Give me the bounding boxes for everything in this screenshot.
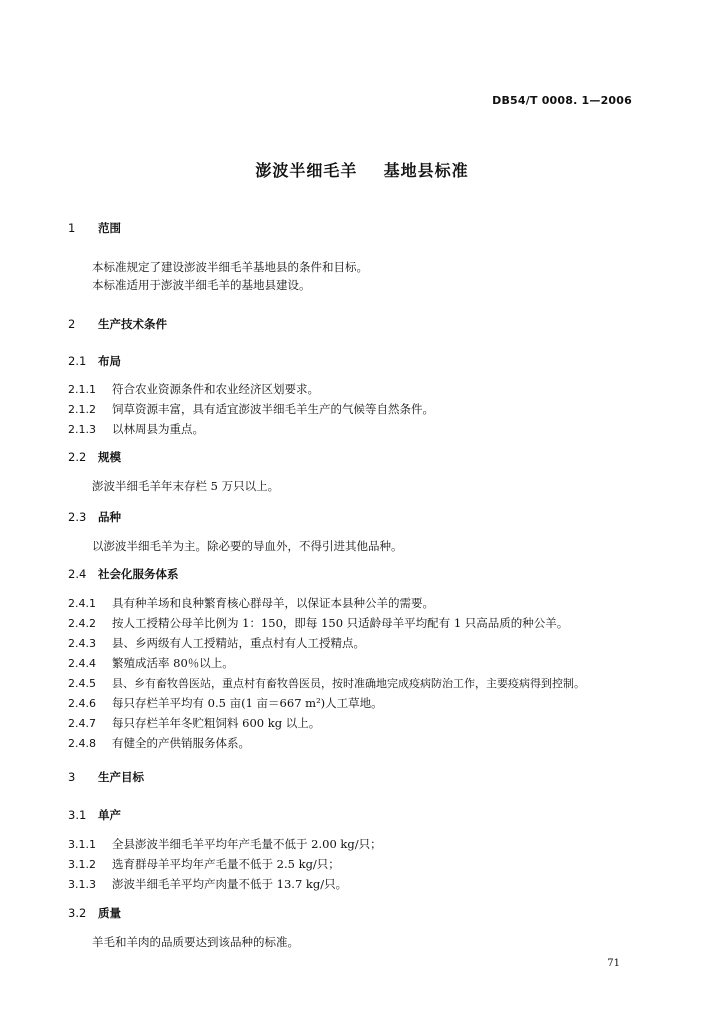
clause-text: 县、乡两级有人工授精站，重点村有人工授精点。 — [112, 636, 365, 650]
clause-text: 选育群母羊平均年产毛量不低于 2.5 kg/只； — [112, 857, 340, 871]
clause-item — [68, 381, 319, 397]
clause-text: 有健全的产供销服务体系。 — [112, 736, 250, 750]
section-heading-3-1 — [68, 807, 121, 823]
section-heading-2 — [68, 316, 167, 332]
clause-text: 饲草资源丰富，具有适宜澎波半细毛羊生产的气候等自然条件。 — [112, 402, 434, 416]
clause-number: 2.4.1 — [68, 597, 96, 610]
paragraph: 羊毛和羊肉的品质要达到该品种的标准。 — [92, 935, 299, 949]
clause-number: 3.1.2 — [68, 858, 96, 871]
clause-number: 2.1.1 — [68, 383, 96, 396]
clause-number: 2.4.2 — [68, 617, 96, 630]
clause-number: 2.4.3 — [68, 637, 96, 650]
section-title: 布局 — [98, 354, 121, 368]
clause-text: 每只存栏羊平均有 0.5 亩(1 亩＝667 m²)人工草地。 — [112, 696, 383, 710]
clause-text: 每只存栏羊年冬贮粗饲料 600 kg 以上。 — [112, 716, 321, 730]
section-number: 2.2 — [68, 450, 87, 464]
clause-item — [68, 655, 234, 671]
section-title: 规模 — [98, 450, 121, 464]
clause-text: 繁殖成活率 80％以上。 — [112, 656, 234, 670]
clause-text: 符合农业资源条件和农业经济区划要求。 — [112, 382, 319, 396]
clause-number: 3.1.1 — [68, 838, 96, 851]
clause-text: 澎波半细毛羊平均产肉量不低于 13.7 kg/只。 — [112, 877, 348, 891]
section-title: 质量 — [98, 906, 121, 920]
clause-item — [68, 595, 434, 611]
section-title: 品种 — [98, 510, 121, 524]
clause-number: 2.4.7 — [68, 717, 96, 730]
clause-item — [68, 421, 204, 437]
paragraph: 本标准规定了建设澎波半细毛羊基地县的条件和目标。 — [92, 260, 368, 274]
section-title: 生产技术条件 — [98, 317, 167, 331]
section-heading-3 — [68, 769, 144, 785]
clause-number: 2.4.4 — [68, 657, 96, 670]
document-title: 澎波半细毛羊 基地县标准 — [255, 161, 469, 180]
section-number: 2.4 — [68, 567, 87, 581]
page-number: 71 — [607, 958, 620, 969]
section-number: 1 — [68, 221, 76, 235]
section-number: 2.3 — [68, 510, 87, 524]
section-number: 3.1 — [68, 808, 87, 822]
paragraph: 本标准适用于澎波半细毛羊的基地县建设。 — [92, 278, 311, 292]
section-heading-3-2 — [68, 905, 121, 921]
section-number: 2.1 — [68, 354, 87, 368]
clause-item — [68, 876, 347, 892]
section-number: 3.2 — [68, 906, 87, 920]
clause-text: 以林周县为重点。 — [112, 422, 204, 436]
clause-text: 按人工授精公母羊比例为 1：150，即每 150 只适龄母羊平均配有 1 只高品质的种公羊。 — [112, 616, 569, 630]
section-title: 范围 — [98, 221, 121, 235]
clause-number: 2.1.2 — [68, 403, 96, 416]
clause-text: 全县澎波半细毛羊平均年产毛量不低于 2.00 kg/只； — [112, 837, 382, 851]
section-heading-2-2 — [68, 449, 121, 465]
section-heading-2-1 — [68, 353, 121, 369]
clause-number: 2.1.3 — [68, 423, 96, 436]
clause-item — [68, 836, 382, 852]
paragraph: 以澎波半细毛羊为主。除必要的导血外，不得引进其他品种。 — [92, 539, 403, 553]
section-title: 单产 — [98, 808, 121, 822]
section-title: 生产目标 — [98, 770, 144, 784]
clause-item — [68, 735, 250, 751]
section-number: 3 — [68, 770, 76, 784]
clause-text: 县、乡有畜牧兽医站，重点村有畜牧兽医员，按时准确地完成疫病防治工作，主要疫病得到控制。 — [112, 677, 585, 690]
clause-item — [68, 635, 365, 651]
clause-item — [68, 675, 585, 691]
section-heading-1 — [68, 220, 121, 236]
document-code: DB54/T 0008. 1—2006 — [492, 94, 632, 107]
clause-text: 具有种羊场和良种繁育核心群母羊，以保证本县种公羊的需要。 — [112, 596, 434, 610]
clause-number: 3.1.3 — [68, 878, 96, 891]
clause-item — [68, 856, 340, 872]
section-heading-2-4 — [68, 566, 179, 582]
clause-number: 2.4.6 — [68, 697, 96, 710]
section-number: 2 — [68, 317, 76, 331]
clause-number: 2.4.5 — [68, 677, 96, 690]
clause-item — [68, 615, 568, 631]
section-heading-2-3 — [68, 509, 121, 525]
paragraph: 澎波半细毛羊年末存栏 5 万只以上。 — [92, 479, 280, 493]
section-title: 社会化服务体系 — [98, 567, 179, 581]
clause-item — [68, 401, 434, 417]
clause-item — [68, 695, 383, 711]
clause-item — [68, 715, 320, 731]
clause-number: 2.4.8 — [68, 737, 96, 750]
